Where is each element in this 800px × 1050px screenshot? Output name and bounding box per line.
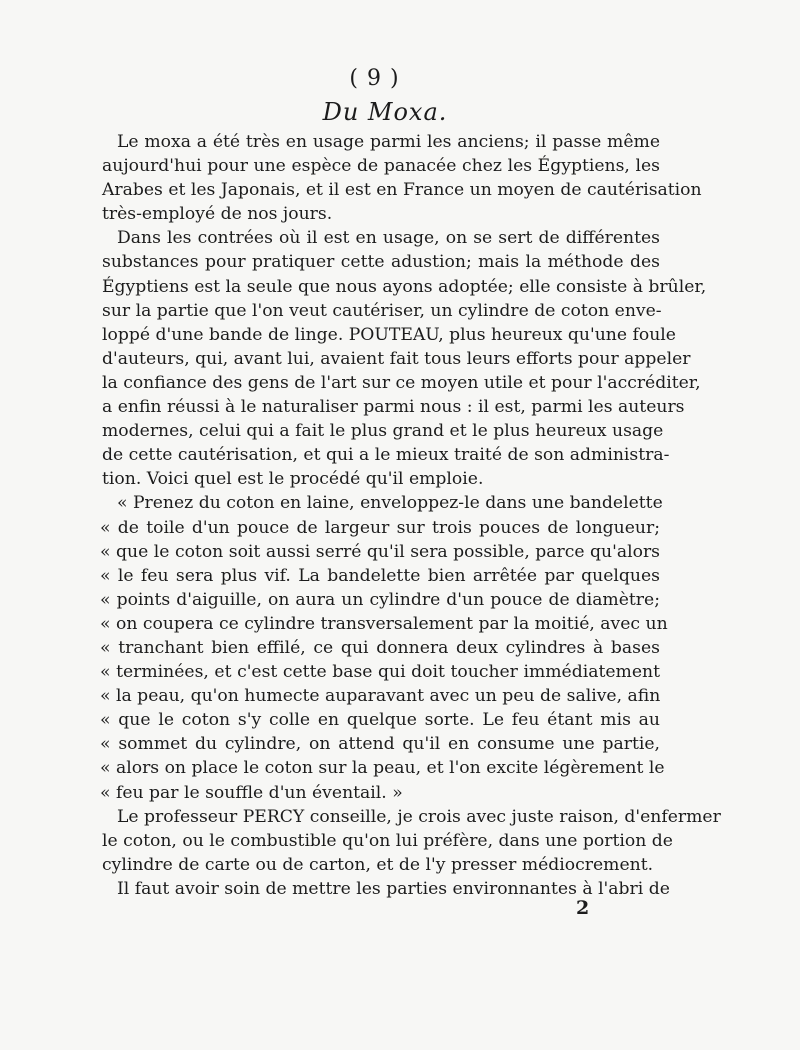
text-line: Il faut avoir soin de mettre les parties environnantes à l'abri de [117,878,670,899]
section-title: Du Moxa. [322,98,448,126]
text-line: modernes, celui qui a fait le plus grand et le plus heureux usage [102,421,664,442]
text-line: sur la partie que l'on veut cautériser, un cylindre de coton enve- [102,300,662,321]
body-text [100,130,721,901]
text-line: « on coupera ce cylindre transversalement par la moitié, avec un [100,613,668,634]
text-line: « sommet du cylindre, on attend qu'il en consume une partie, [100,734,660,755]
text-line: Le moxa a été très en usage parmi les anciens; il passe même [117,132,660,152]
text-line: « tranchant bien effilé, ce qui donnera deux cylindres à bases [100,637,660,658]
text-line: Le professeur PERCY conseille, je crois avec juste raison, d'enfermer [117,806,721,827]
text-line: Dans les contrées où il est en usage, on se sert de différentes [117,228,660,249]
text-line: « que le coton s'y colle en quelque sorte. Le feu étant mis au [100,710,660,731]
paragraph-4 [102,805,721,877]
text-line: a enfin réussi à le naturaliser parmi nous : il est, parmi les auteurs [102,397,685,418]
text-line: tion. Voici quel est le procédé qu'il emploie. [102,469,484,490]
text-line: très-employé de nos jours. [102,204,333,225]
text-line: de cette cautérisation, et qui a le mieux traité de son administra- [102,445,670,466]
text-line: « terminées, et c'est cette base qui doit toucher immédiatement [100,662,660,683]
text-line: loppé d'une bande de linge. POUTEAU, plus heureux qu'une foule [102,324,676,345]
text-line: cylindre de carte ou de carton, et de l'y presser médiocrement. [102,854,654,875]
text-line: la confiance des gens de l'art sur ce moyen utile et pour l'accréditer, [102,372,701,393]
text-line: « points d'aiguille, on aura un cylindre d'un pouce de diamètre; [100,589,660,610]
text-line: « le feu sera plus vif. La bandelette bien arrêtée par quelques [100,565,660,586]
paragraph-2 [102,226,707,491]
text-line: d'auteurs, qui, avant lui, avaient fait tous leurs efforts pour appeler [102,348,691,369]
signature-mark: 2 [576,897,590,919]
text-line: le coton, ou le combustible qu'on lui préfère, dans une portion de [102,830,673,851]
text-line: « de toile d'un pouce de largeur sur trois pouces de longueur; [100,517,660,538]
paragraph-quote [100,491,668,804]
text-line: « feu par le souffle d'un éventail. » [100,782,403,803]
text-line: « la peau, qu'on humecte auparavant avec un peu de salive, afin [100,686,661,707]
text-line: Arabes et les Japonais, et il est en France un moyen de cautérisation [102,180,702,201]
text-line: aujourd'hui pour une espèce de panacée chez les Égyptiens, les [102,156,660,177]
paragraph-1 [102,130,702,226]
text-line: « alors on place le coton sur la peau, et l'on excite légèrement le [100,758,665,779]
page-number: ( 9 ) [349,66,400,91]
text-line: « que le coton soit aussi serré qu'il sera possible, parce qu'alors [100,541,660,562]
text-line: substances pour pratiquer cette adustion; mais la méthode des [102,252,660,273]
text-line: « Prenez du coton en laine, enveloppez-le dans une bandelette [117,493,663,514]
text-line: Égyptiens est la seule que nous ayons adoptée; elle consiste à brûler, [102,276,707,297]
